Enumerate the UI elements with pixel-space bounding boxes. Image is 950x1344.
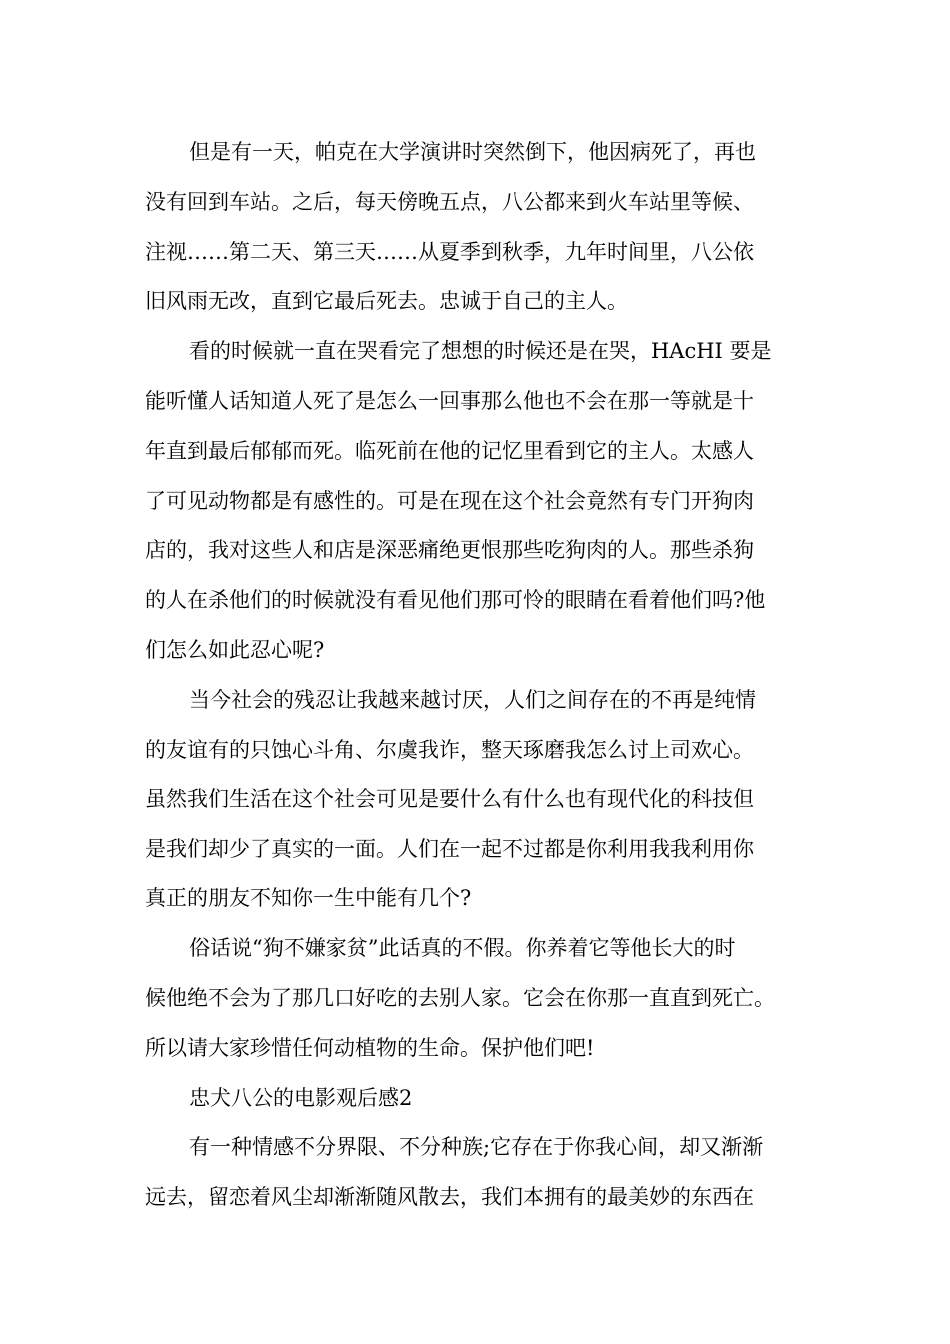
paragraph-3-line-3: 虽然我们生活在这个社会可见是要什么有什么也有现代化的科技但 <box>145 787 754 811</box>
paragraph-1-line-4: 旧风雨无改，直到它最后死去。忠诚于自己的主人。 <box>145 289 628 313</box>
paragraph-3-line-1: 当今社会的残忍让我越来越讨厌，人们之间存在的不再是纯情 <box>189 688 756 712</box>
paragraph-2-line-7: 们怎么如此忍心呢? <box>145 638 325 662</box>
paragraph-1-line-3: 注视……第二天、第三天……从夏季到秋季，九年时间里，八公依 <box>145 240 754 264</box>
paragraph-2-line-4: 了可见动物都是有感性的。可是在现在这个社会竟然有专门开狗肉 <box>145 489 754 513</box>
paragraph-5-line-2: 远去，留恋着风尘却渐渐随风散去，我们本拥有的最美妙的东西在 <box>145 1185 754 1209</box>
paragraph-2-line-5: 店的，我对这些人和店是深恶痛绝更恨那些吃狗肉的人。那些杀狗 <box>145 538 754 562</box>
paragraph-4-line-3: 所以请大家珍惜任何动植物的生命。保护他们吧! <box>145 1036 595 1060</box>
paragraph-2-line-1: 看的时候就一直在哭看完了想想的时候还是在哭，HAcHI 要是 <box>189 339 772 363</box>
paragraph-5-line-1: 有一种情感不分界限、不分种族;它存在于你我心间，却又渐渐 <box>189 1135 764 1159</box>
paragraph-1-line-1: 但是有一天，帕克在大学演讲时突然倒下，他因病死了，再也 <box>189 140 756 164</box>
paragraph-2-line-3: 年直到最后郁郁而死。临死前在他的记忆里看到它的主人。太感人 <box>145 439 754 463</box>
paragraph-3-line-2: 的友谊有的只蚀心斗角、尔虞我诈，整天琢磨我怎么讨上司欢心。 <box>145 738 754 762</box>
paragraph-4-line-2: 候他绝不会为了那几口好吃的去别人家。它会在你那一直直到死亡。 <box>145 986 775 1010</box>
paragraph-1-line-2: 没有回到车站。之后，每天傍晚五点，八公都来到火车站里等候、 <box>145 190 754 214</box>
paragraph-3-line-5: 真正的朋友不知你一生中能有几个? <box>145 886 472 910</box>
section-heading: 忠犬八公的电影观后感2 <box>189 1086 413 1110</box>
paragraph-3-line-4: 是我们却少了真实的一面。人们在一起不过都是你利用我我利用你 <box>145 837 754 861</box>
paragraph-2-line-2: 能听懂人话知道人死了是怎么一回事那么他也不会在那一等就是十 <box>145 389 754 413</box>
paragraph-2-line-6: 的人在杀他们的时候就没有看见他们那可怜的眼睛在看着他们吗?他 <box>145 588 766 612</box>
paragraph-4-line-1: 俗话说“狗不嫌家贫”此话真的不假。你养着它等他长大的时 <box>189 936 736 960</box>
